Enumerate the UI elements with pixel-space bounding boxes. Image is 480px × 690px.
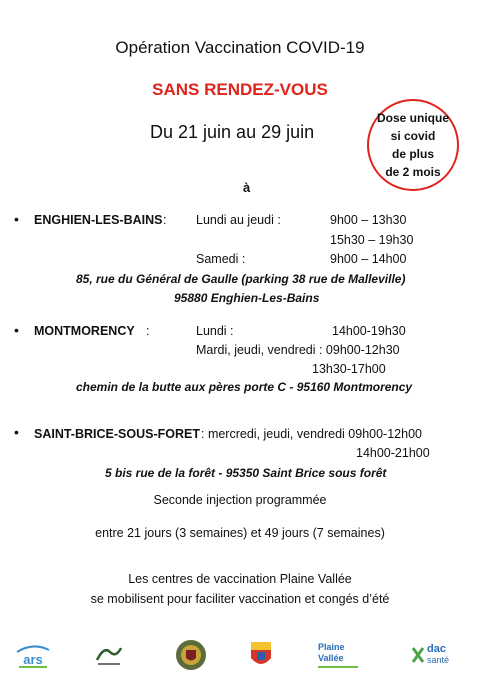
date-range: Du 21 juin au 29 juin	[150, 122, 315, 142]
dac-cross-icon	[411, 644, 425, 666]
enghien-logo	[94, 638, 124, 672]
enghien-time-2: 15h30 – 19h30	[330, 233, 414, 247]
badge-line-1: Dose unique	[376, 111, 449, 125]
ars-logo	[14, 638, 52, 672]
enghien-day-2: Samedi :	[196, 252, 246, 266]
montmorency-time-1: 14h00-19h30	[332, 324, 406, 338]
plaine-vallee-logo	[318, 638, 366, 672]
footer-line-2: se mobilisent pour faciliter vaccination et congés d’été	[90, 592, 390, 606]
saint-brice-address: 5 bis rue de la forêt - 95350 Saint Brice sous forêt	[105, 466, 387, 480]
plaine-text: Plaine	[318, 642, 345, 652]
site-name-saint-brice: SAINT-BRICE-SOUS-FORET	[34, 427, 200, 441]
site-sep-montmorency: :	[146, 324, 150, 338]
montmorency-day-1: Lundi :	[196, 324, 234, 338]
bullet-icon: •	[14, 211, 19, 227]
enghien-address-2: 95880 Enghien-Les-Bains	[174, 291, 320, 305]
montmorency-time-2: 13h30-17h00	[312, 362, 386, 376]
location-intro: à	[243, 180, 251, 195]
enghien-day-1: Lundi au jeudi :	[196, 213, 281, 227]
bullet-icon: •	[14, 424, 19, 440]
footer-line-1: Les centres de vaccination Plaine Vallée	[128, 572, 352, 586]
montmorency-crest-logo	[174, 638, 208, 672]
badge-line-3: de plus	[391, 147, 434, 161]
injection-delay: entre 21 jours (3 semaines) et 49 jours (7 semaines)	[95, 526, 385, 540]
dac-text: dac	[426, 643, 446, 655]
second-injection: Seconde injection programmée	[153, 493, 327, 507]
saint-brice-time-2: 14h00-21h00	[356, 446, 430, 460]
logo-underline	[318, 666, 358, 668]
sante-text: santé	[426, 655, 450, 665]
montmorency-address: chemin de la butte aux pères porte C - 95160 Montmorency	[76, 380, 413, 394]
saint-brice-crest-logo	[248, 638, 274, 672]
dac-text-group	[427, 644, 449, 666]
saint-brice-schedule: : mercredi, jeudi, vendredi 09h00-12h00	[201, 427, 422, 441]
enghien-time-3: 9h00 – 14h00	[330, 252, 407, 266]
montmorency-day-2: Mardi, jeudi, vendredi : 09h00-12h30	[196, 343, 400, 357]
badge-line-2: si covid	[390, 129, 436, 143]
page-title: Opération Vaccination COVID-19	[115, 38, 365, 57]
enghien-time-1: 9h00 – 13h30	[330, 213, 407, 227]
site-name-montmorency: MONTMORENCY	[34, 324, 135, 338]
enghien-address-1: 85, rue du Général de Gaulle (parking 38 rue de Malleville)	[76, 272, 406, 286]
badge-line-4: de 2 mois	[385, 165, 441, 179]
site-sep-enghien: :	[163, 213, 167, 227]
bullet-icon: •	[14, 322, 19, 338]
subtitle-sans-rdv: SANS RENDEZ-VOUS	[152, 80, 328, 99]
site-name-enghien: ENGHIEN-LES-BAINS	[34, 213, 163, 227]
dac-sante-logo	[408, 638, 452, 672]
svg-text:ars: ars	[23, 652, 43, 667]
dose-unique-badge	[367, 99, 459, 191]
vallee-text: Vallée	[318, 653, 344, 663]
